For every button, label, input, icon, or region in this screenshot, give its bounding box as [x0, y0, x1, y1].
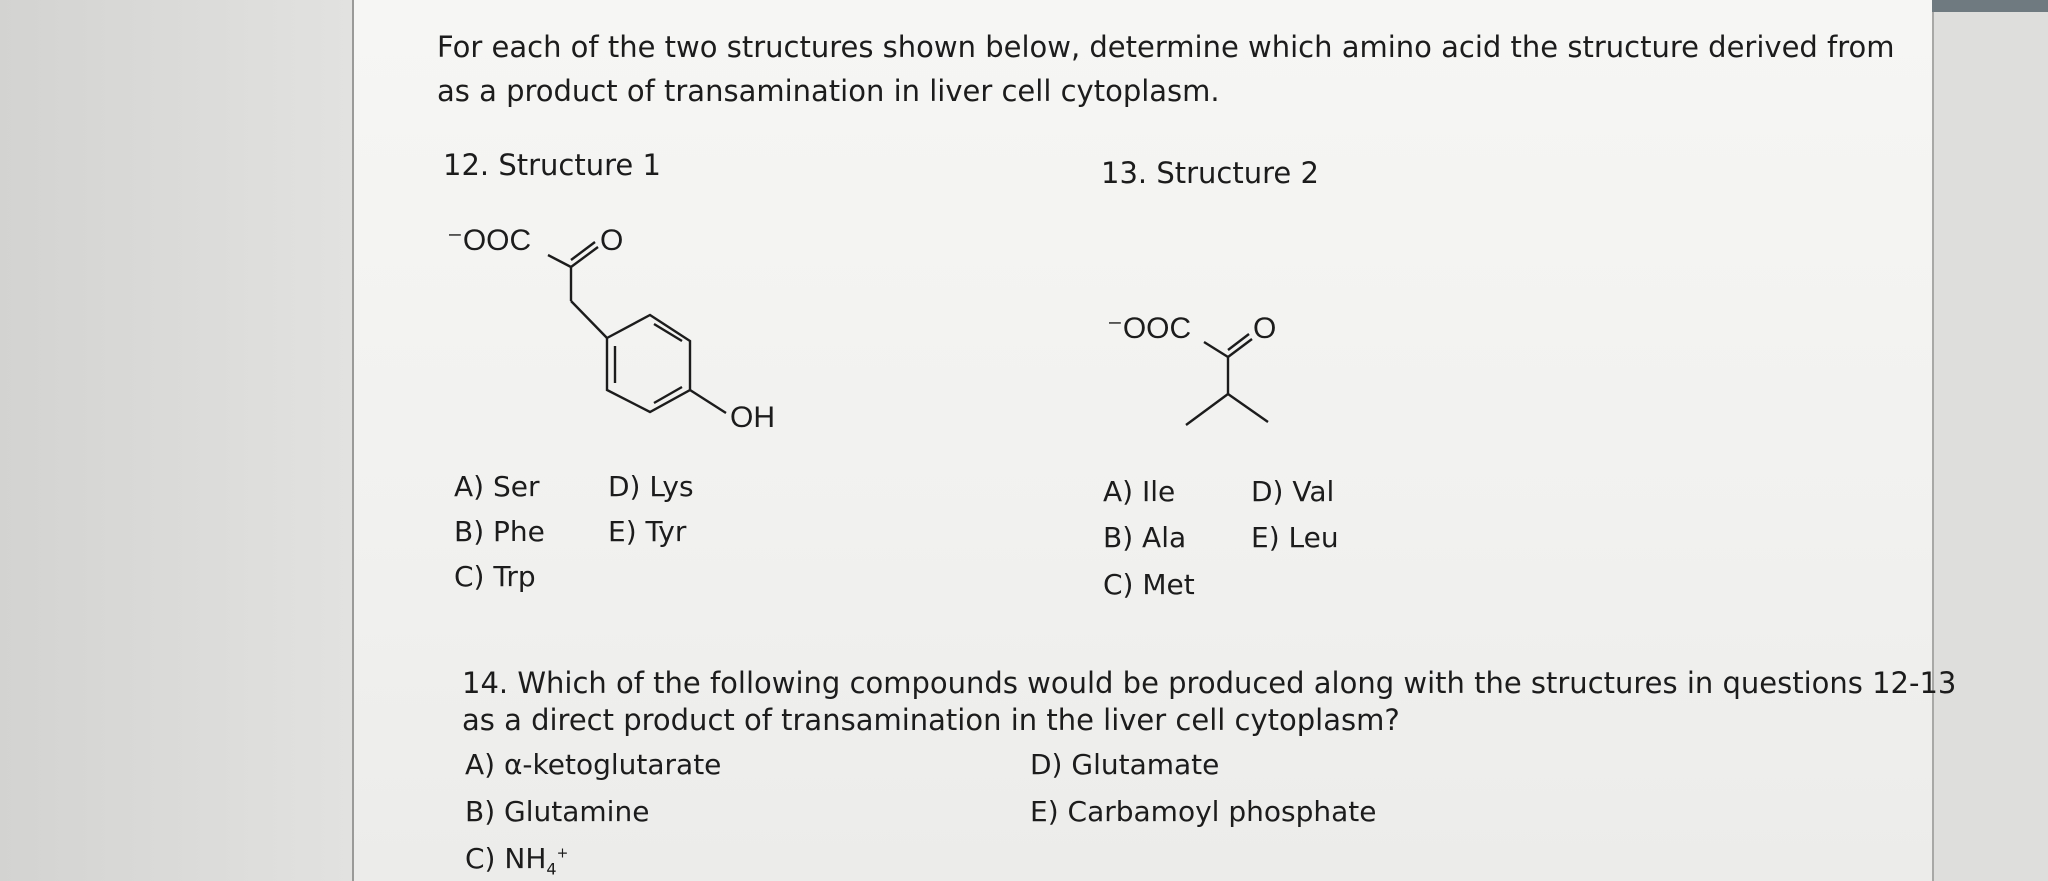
left-background — [0, 0, 355, 881]
q14-option-c[interactable] — [465, 842, 568, 879]
q12-option-b[interactable]: B) Phe — [454, 515, 545, 548]
q14-option-c-text: C) NH — [465, 842, 547, 875]
q13-option-b[interactable]: B) Ala — [1103, 521, 1187, 554]
q12-title: 12. Structure 1 — [443, 148, 661, 182]
structure-1-diagram — [440, 215, 800, 440]
s1-hydroxyl-label: OH — [730, 401, 775, 434]
q14-option-d[interactable]: D) Glutamate — [1030, 748, 1220, 781]
s1-oxygen-label: O — [600, 224, 624, 257]
q13-option-a[interactable]: A) Ile — [1103, 475, 1176, 508]
q12-option-c[interactable]: C) Trp — [454, 560, 536, 593]
q13-title: 13. Structure 2 — [1101, 156, 1319, 190]
q14-option-a[interactable]: A) α-ketoglutarate — [465, 748, 722, 781]
top-edge-bar — [1932, 0, 2048, 12]
q13-option-e[interactable]: E) Leu — [1251, 521, 1339, 554]
q12-option-a[interactable]: A) Ser — [454, 470, 540, 503]
right-background — [1932, 0, 2048, 881]
q12-option-e[interactable]: E) Tyr — [608, 515, 687, 548]
q14-option-e[interactable]: E) Carbamoyl phosphate — [1030, 795, 1377, 828]
s2-carboxylate-label: ⁻OOC — [1107, 312, 1192, 345]
q12-option-d[interactable]: D) Lys — [608, 470, 694, 503]
q13-option-d[interactable]: D) Val — [1251, 475, 1335, 508]
s2-bonds — [1186, 334, 1268, 425]
structure-2-diagram — [1100, 305, 1300, 435]
q14-option-b[interactable]: B) Glutamine — [465, 795, 650, 828]
q13-option-c[interactable]: C) Met — [1103, 568, 1195, 601]
q14-line-2: as a direct product of transamination in the liver cell cytoplasm? — [462, 703, 1400, 737]
intro-line-1: For each of the two structures shown below, determine which amino acid the structure derived from — [437, 30, 1895, 64]
q14-option-c-superscript: + — [556, 845, 569, 862]
q14-line-1: 14. Which of the following compounds would be produced along with the structures in questions 12-13 — [462, 666, 1957, 700]
q14-option-c-subscript: 4 — [546, 859, 557, 879]
s2-oxygen-label: O — [1253, 312, 1277, 345]
s1-bonds — [548, 242, 726, 413]
intro-line-2: as a product of transamination in liver cell cytoplasm. — [437, 74, 1220, 108]
s1-carboxylate-label: ⁻OOC — [447, 224, 532, 257]
